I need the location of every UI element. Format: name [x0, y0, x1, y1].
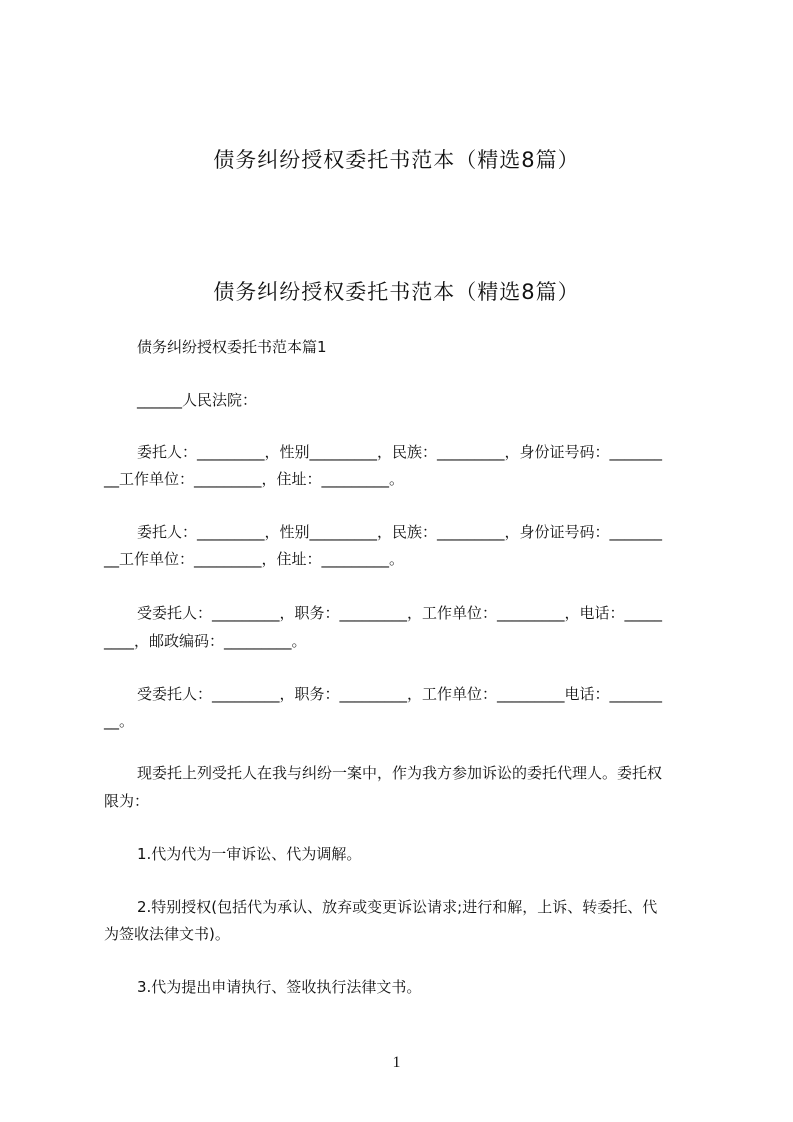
- document-subtitle: 债务纠纷授权委托书范本（精选8篇）: [213, 280, 580, 304]
- list-item-2-line-1: 2.特别授权(包括代为承认、放弃或变更诉讼请求;进行和解，上诉、转委托、代: [137, 898, 658, 916]
- agent-1-line-1: 受委托人：_________，职务：_________，工作单位：_________，电话：_____: [137, 604, 663, 622]
- principal-2-line-1: 委托人：_________，性别_________，民族：_________，身份证号码：_______: [137, 523, 663, 541]
- mandate-line-2: 限为：: [104, 792, 150, 810]
- principal-1-line-1: 委托人：_________，性别_________，民族：_________，身份证号码：_______: [137, 443, 663, 461]
- agent-1-line-2: ____，邮政编码：_________。: [104, 632, 307, 650]
- list-item-3: 3.代为提出申请执行、签收执行法律文书。: [137, 978, 422, 996]
- principal-1-line-2: __工作单位：_________，住址：_________。: [104, 470, 405, 488]
- list-item-2-line-2: 为签收法律文书)。: [104, 925, 230, 943]
- section-heading: 债务纠纷授权委托书范本篇1: [137, 338, 327, 356]
- page-number: 1: [392, 1054, 401, 1071]
- principal-2-line-2: __工作单位：_________，住址：_________。: [104, 550, 405, 568]
- agent-2-line-2: __。: [104, 712, 135, 730]
- mandate-line-1: 现委托上列受托人在我与纠纷一案中，作为我方参加诉讼的委托代理人。委托权: [137, 764, 663, 782]
- court-line: ______人民法院：: [137, 391, 258, 409]
- agent-2-line-1: 受委托人：_________，职务：_________，工作单位：_________电话：_______: [137, 685, 663, 703]
- document-title: 债务纠纷授权委托书范本（精选8篇）: [213, 148, 580, 172]
- list-item-1: 1.代为代为一审诉讼、代为调解。: [137, 845, 362, 863]
